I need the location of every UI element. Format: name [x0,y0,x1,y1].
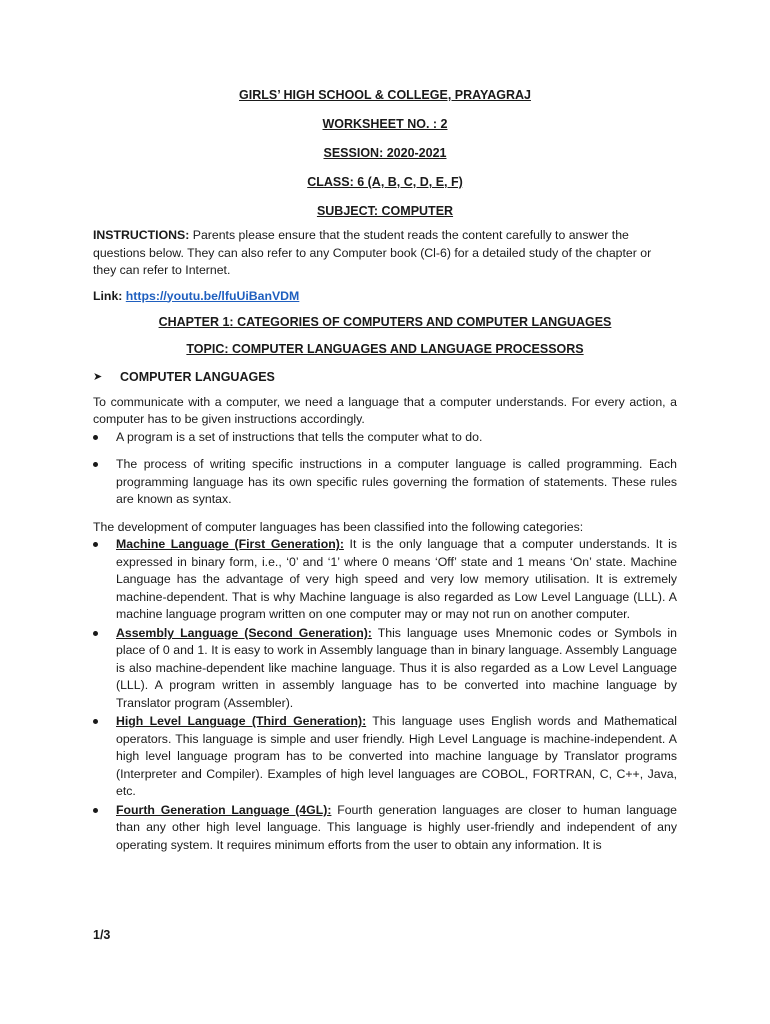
classification-intro: The development of computer languages has been classified into the following categories: [93,519,584,534]
class-label: CLASS: 6 (A, B, C, D, E, F) [307,175,463,189]
list-item: The process of writing specific instructions in a computer language is called programming. Each programming language has its own specific rules governing the formation of statements. These rules are known as syntax. [93,456,677,509]
section-heading [93,370,677,384]
bullet-icon [93,435,98,440]
bullet-icon [93,462,98,467]
section-title: COMPUTER LANGUAGES [120,369,275,384]
worksheet-page [93,88,677,854]
arrow-bullet-icon: ➤ [93,371,103,384]
page-number: 1/3 [93,928,111,942]
category-machine-language: Machine Language (First Generation): It is the only language that a computer understands. It is expressed in binary form, i.e., ‘0’ and ‘1’ where 0 means ‘Off’ state and 1 means ‘On’ state. Machine Language has the advantage of very high speed and very low memory utilisation. It is extremely machine-dependent. That is why Machine language is also regarded as Low Level Language (LLL). A machine language program written on one computer may or may not run on another computer. [93,536,677,624]
instructions-paragraph [93,227,677,280]
category-assembly-language: Assembly Language (Second Generation): This language uses Mnemonic codes or Symbols in place of 0 and 1. It is easy to work in Assembly language than in binary language. Assembly Language is also machine-dependent like machine language. Thus it is also regarded as a Low Level Language (LLL). A program written in assembly language has to be converted into machine language by Translator program (Assembler). [93,625,677,713]
bullet-icon [93,631,98,636]
subject-label: SUBJECT: COMPUTER [316,204,454,218]
chapter-title: CHAPTER 1: CATEGORIES OF COMPUTERS AND COMPUTER LANGUAGES [158,314,612,329]
bullet-icon [93,719,98,724]
session-label: SESSION: 2020-2021 [323,146,447,160]
instructions-label: INSTRUCTIONS: [93,228,190,242]
section-intro: To communicate with a computer, we need a language that a computer understands. For every action, a computer has to be given instructions accordingly. [93,394,677,427]
bullet-icon [93,542,98,547]
instructions-text: Parents please ensure that the student reads the content carefully to answer the questions below. They can also refer to any Computer book (Cl-6) for a detailed study of the chapter or they can refer to Internet. [93,228,652,277]
category-high-level-language: High Level Language (Third Generation): This language uses English words and Mathematical operators. This language is simple and user friendly. High Level Language is machine-independent. A high level language program has to be converted into machine language by Translator programs (Interpreter and Compiler). Examples of high level languages are COBOL, FORTRAN, C, C++, Java, etc. [93,713,677,801]
youtube-link[interactable]: https://youtu.be/lfuUiBanVDM [125,288,300,303]
link-label: Link: [93,288,123,303]
link-line [93,289,677,303]
worksheet-number: WORKSHEET NO. : 2 [322,117,448,131]
school-title: GIRLS’ HIGH SCHOOL & COLLEGE, PRAYAGRAJ [239,88,531,102]
topic-title: TOPIC: COMPUTER LANGUAGES AND LANGUAGE PROCESSORS [186,341,584,356]
list-item: A program is a set of instructions that tells the computer what to do. [93,429,677,447]
points-list [93,429,677,509]
categories-list [93,536,677,854]
bullet-icon [93,808,98,813]
category-fourth-generation-language: Fourth Generation Language (4GL): Fourth generation languages are closer to human language than any other high level language. This language is highly user-friendly and independent of any operating system. It requires minimum efforts from the user to obtain any information. It is [93,802,677,855]
